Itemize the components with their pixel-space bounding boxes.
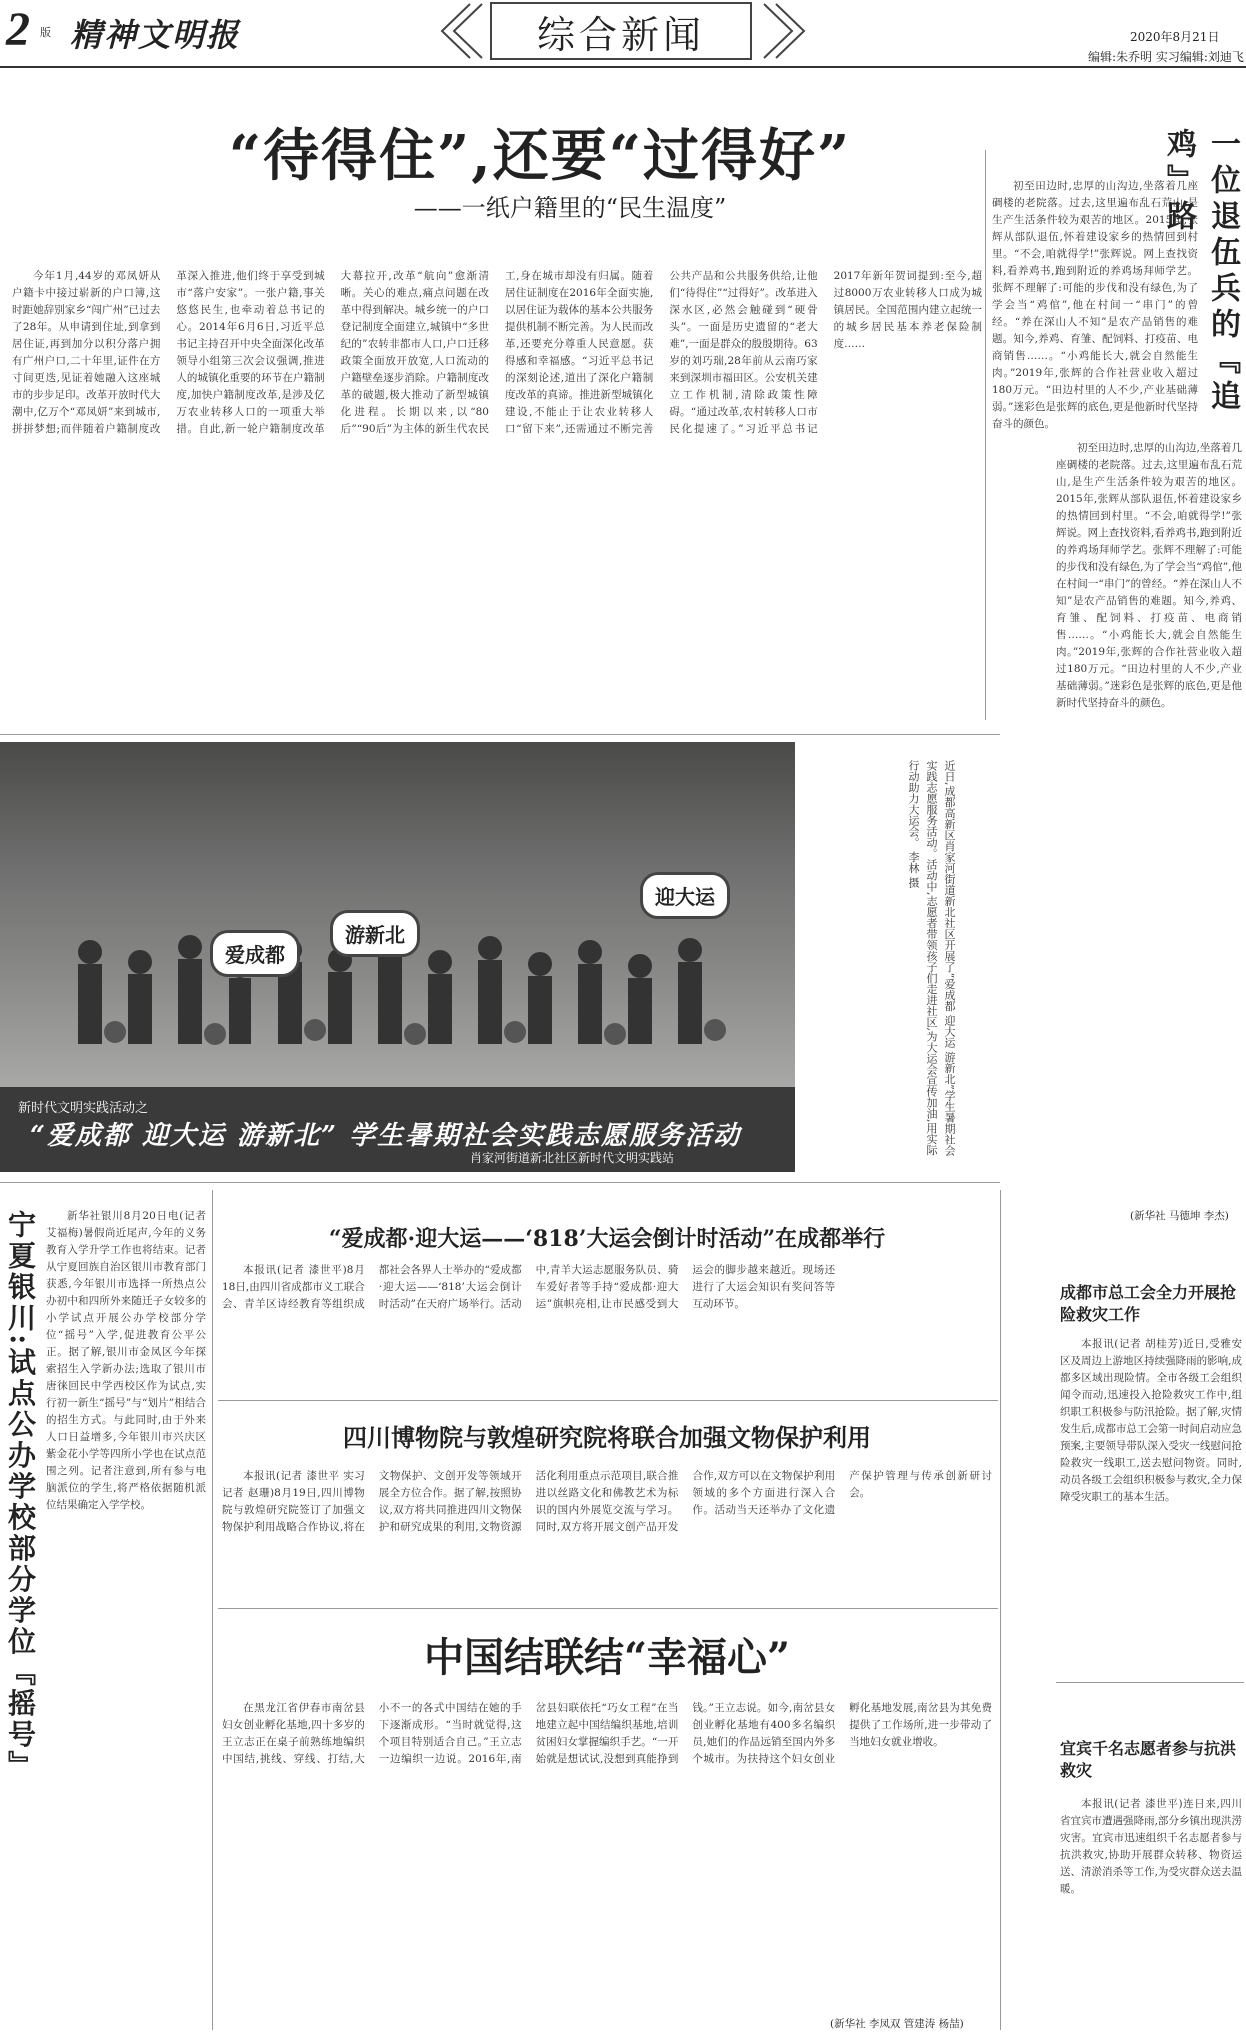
news2-body: 本报讯(记者 漆世平 实习记者 赵珊)8月19日,四川博物院与敦煌研究院签订了加强文物保护利用战略合作协议,将在文物保护、文创开发等领域开展全方位合作。据了解,按照协议,双方将共同推进四川文物保护和研究成果的利用,文物资源活化利用重点示范项目,联合推进以丝路文化和佛教艺术为标识的国内外展览交流与学习。同时,双方将开展文创产品开发合作,双方可以在文物保护利用领域的多个方面进行深入合作。活动当天还举办了文化遗产保护管理与传承创新研讨会。 [222, 1470, 992, 1533]
right-feature-body-top: 初至田边时,忠厚的山沟边,坐落着几座碉楼的老院落。过去,这里遍布乱石荒山,是生产生活条件较为艰苦的地区。2015年,张辉从部队退伍,怀着建设家乡的热情回到村里。“不会,咱就得学!”张辉说。网上查找资料,看养鸡书,跑到附近的养鸡场拜师学艺。张辉不理解了:可能的步伐和没有绿色,为了学会当“鸡倌”,他在村间一“串门”的曾经。“养在深山人不知”是农产品销售的难题。知今,养鸡、育雏、配饲料、打疫苗、电商销售……。“小鸡能长大,就会自然能生肉。”2019年,张辉的合作社营业收入超过180万元。“田边村里的人不少,产业基础薄弱。”迷彩色是张辉的底色,更是他新时代坚持奋斗的颜色。 [992, 180, 1198, 430]
photo-caption: 近日,成都高新区肖家河街道新北社区开展了“爱成都 迎大运 游新北”学生暑期社会实践志愿服务活动。活动中,志愿者带领孩子们走进社区,为大运会宣传加油,用实际行动助力大运会。 李林 摄 [907, 760, 956, 1156]
lead-headline: “待得住”,还要“过得好” [228, 123, 852, 189]
right-feature-credit: (新华社 马德坤 李杰) [1130, 1210, 1229, 1222]
sign-welcome-universiade: 迎大运 [640, 872, 730, 919]
sign-love-chengdu: 爱成都 [210, 930, 300, 977]
photo-banner [0, 1087, 795, 1172]
section-divider [218, 1608, 998, 1609]
news2-headline: 四川博物院与敦煌研究院将联合加强文物保护利用 [343, 1423, 871, 1452]
right-feature-title: 一位退伍兵的『追鸡』路 [1161, 128, 1240, 416]
column-divider [212, 1190, 213, 2030]
section-divider [0, 734, 1000, 735]
section-divider [1056, 1682, 1244, 1683]
right-feature-body: 初至田边时,忠厚的山沟边,坐落着几座碉楼的老院落。过去,这里遍布乱石荒山,是生产生活条件较为艰苦的地区。2015年,张辉从部队退伍,怀着建设家乡的热情回到村里。“不会,咱就得学!”张辉说。网上查找资料,看养鸡书,跑到附近的养鸡场拜师学艺。张辉不理解了:可能的步伐和没有绿色,为了学会当“鸡倌”,他在村间一“串门”的曾经。“养在深山人不知”是农产品销售的难题。知今,养鸡、育雏、配饲料、打疫苗、电商销售……。“小鸡能长大,就会自然能生肉。”2019年,张辉的合作社营业收入超过180万元。“田边村里的人不少,产业基础薄弱。”迷彩色是张辉的底色,更是他新时代坚持奋斗的颜色。 [1056, 442, 1242, 709]
news1-body: 本报讯(记者 漆世平)8月18日,由四川省成都市义工联合会、青羊区诗经教育等组织成都社会各界人士举办的“爱成都·迎大运——‘818’大运会倒计时活动”在天府广场举行。活动中,青羊大运志愿服务队员、骑车爱好者等手持“爱成都·迎大运”旗帜亮相,让市民感受到大运会的脚步越来越近。现场还进行了大运会知识有奖问答等互动环节。 [222, 1264, 836, 1310]
column-divider [1000, 1190, 1001, 2030]
news3-body: 在黑龙江省伊春市南岔县妇女创业孵化基地,四十多岁的王立志正在桌子前熟练地编织中国结,挑线、穿线、打结,大小不一的各式中国结在她的手下逐渐成形。“当时就觉得,这个项目特别适合自己。”王立志一边编织一边说。2016年,南岔县妇联依托“巧女工程”在当地建立起中国结编织基地,培训贫困妇女掌握编织手艺。“一开始就是想试试,没想到真能挣到钱。”王立志说。如今,南岔县女创业孵化基地有400多名编织员,她们的作品远销至国内外多个城市。为扶持这个妇女创业孵化基地发展,南岔县为其免费提供了工作场所,进一步带动了当地妇女就业增收。 [222, 1702, 992, 1765]
issue-date: 2020年8月21日 [1130, 30, 1220, 44]
news1-headline: “爱成都·迎大运——‘818’大运会倒计时活动”在成都举行 [328, 1226, 886, 1252]
lead-subheadline: ——一纸户籍里的“民生温度” [413, 194, 727, 222]
section-divider [218, 1400, 998, 1401]
left-feature-body: 新华社银川8月20日电(记者 艾福梅)暑假尚近尾声,今年的义务教育入学升学工作也将结束。记者从宁夏回族自治区银川市教育部门获悉,今年银川市选择一所热点公办初中和四所外来随迁子女较多的小学试点开展公办学校部分学位“摇号”入学,促进教育公平公正。据了解,银川市金凤区今年探索招生入学新办法;选取了银川市唐徕回民中学西校区作为试点,实行初一新生“摇号”与“划片”相结合的招生方式。与此同时,由于外来人口日益增多,今年银川市兴庆区紫金花小学等四所小学也在试点范围之列。记者注意到,所有参与电脑派位的学生,将严格依据随机派位结果确定入学学校。 [46, 1210, 206, 1511]
banner-small-text: 新时代文明实践活动之 [18, 1101, 149, 1116]
left-feature-title: 宁夏银川:试点公办学校部分学位『摇号』 [4, 1210, 37, 1768]
section-title: 综合新闻 [490, 2, 752, 60]
banner-organizer: 肖家河街道新北社区新时代文明实践站 [470, 1151, 675, 1165]
section-divider [0, 1182, 1000, 1183]
newspaper-logo: 精神文明报 [70, 16, 241, 54]
right-news2-headline: 宜宾千名志愿者参与抗洪救灾 [1060, 1739, 1237, 1780]
column-divider [985, 150, 986, 720]
right-news1-body: 本报讯(记者 胡桂芳)近日,受雅安区及周边上游地区持续强降雨的影响,成都多区域出现险情。全市各级工会组织闻令而动,迅速投入抢险救灾工作中,组织职工积极参与防汛抢险。据了解,灾情发生后,成都市总工会第一时间启动应急预案,主要领导带队深入受灾一线慰问抢险救灾一线职工,送去慰问物资。同时,动员各级工会组织积极参与救灾,全力保障受灾职工的基本生活。 [1060, 1338, 1242, 1503]
left-chevron-decoration [430, 2, 490, 60]
page-number: 2 [6, 3, 30, 56]
news3-credit: (新华社 李凤双 管建涛 杨喆) [830, 2018, 964, 2030]
right-news1-headline: 成都市总工会全力开展抢险救灾工作 [1060, 1283, 1237, 1324]
page-label: 版 [40, 26, 51, 39]
sign-tour-xinbei: 游新北 [330, 910, 420, 957]
lead-body: 今年1月,44岁的邓凤妍从户籍卡中接过崭新的户口簿,这时距她辞别家乡“闯广州”已过去了28年。从申请到住址,到拿到居住证,再到加分以积分落户拥有广州户口,二十年里,证件在方寸间更迭,见证着她融入这座城市的步步足印。改革开放时代大潮中,亿万个“邓凤妍”来到城市,拼拼梦想;而伴随着户籍制度改革深入推进,他们终于享受到城市“落户安家”。一张户籍,事关悠悠民生,也牵动着总书记的心。2014年6月6日,习近平总书记主持召开中央全面深化改革领导小组第三次会议强调,推进人的城镇化重要的环节在户籍制度,加快户籍制度改革,是涉及亿万农业转移人口的一项重大举措。自此,新一轮户籍制度改革大幕拉开,改革“航向”愈渐清晰。关心的难点,痛点问题在改革中得到解决。城乡统一的户口登记制度全面建立,城镇中“多世纪的”农转非都市人口,户口迁移政策全面放开放宽,人口流动的户籍壁垒逐步消除。户籍制度改革的破题,极大推动了新型城镇化进程。长期以来,以“80后”“90后”为主体的新生代农民工,身在城市却没有归属。随着居住证制度在2016年全面实施,以居住证为载体的基本公共服务提供机制不断完善。为人民而改革,还要充分尊重人民意愿。获得感和幸福感。“习近平总书记的深刻论述,道出了深化户籍制度改革的真谛。推进新型城镇化建设,不能止于让农业转移人口“留下来”,还需通过不断完善公共产品和公共服务供给,让他们“待得住”“过得好”。改革进入深水区,必然会触碰到“硬骨头”。一面是历史遗留的“老大难”,一面是群众的殷殷期待。63岁的刘巧瑞,28年前从云南巧家来到深圳市福田区。公安机关建立工作机制,清除政策性障碍。“通过改革,农村转移人口市民化提速了。”习近平总书记2017年新年贺词提到:至今,超过8000万农业转移人口成为城镇居民。全国范围内建立起统一的城乡居民基本养老保险制度…… [12, 270, 982, 435]
news3-headline: 中国结联结“幸福心” [423, 1634, 790, 1681]
editor-credits: 编辑:朱乔明 实习编辑:刘迪飞 [1088, 50, 1244, 64]
banner-main-text: “爱成都 迎大运 游新北” 学生暑期社会实践志愿服务活动 [30, 1121, 742, 1151]
right-news2-body: 本报讯(记者 漆世平)连日来,四川省宜宾市遭遇强降雨,部分乡镇出现洪涝灾害。宜宾市迅速组织千名志愿者参与抗洪救灾,协助开展群众转移、物资运送、清淤消杀等工作,为受灾群众送去温暖。 [1060, 1798, 1242, 1895]
news-photo [0, 742, 795, 1172]
right-chevron-decoration [756, 2, 816, 60]
